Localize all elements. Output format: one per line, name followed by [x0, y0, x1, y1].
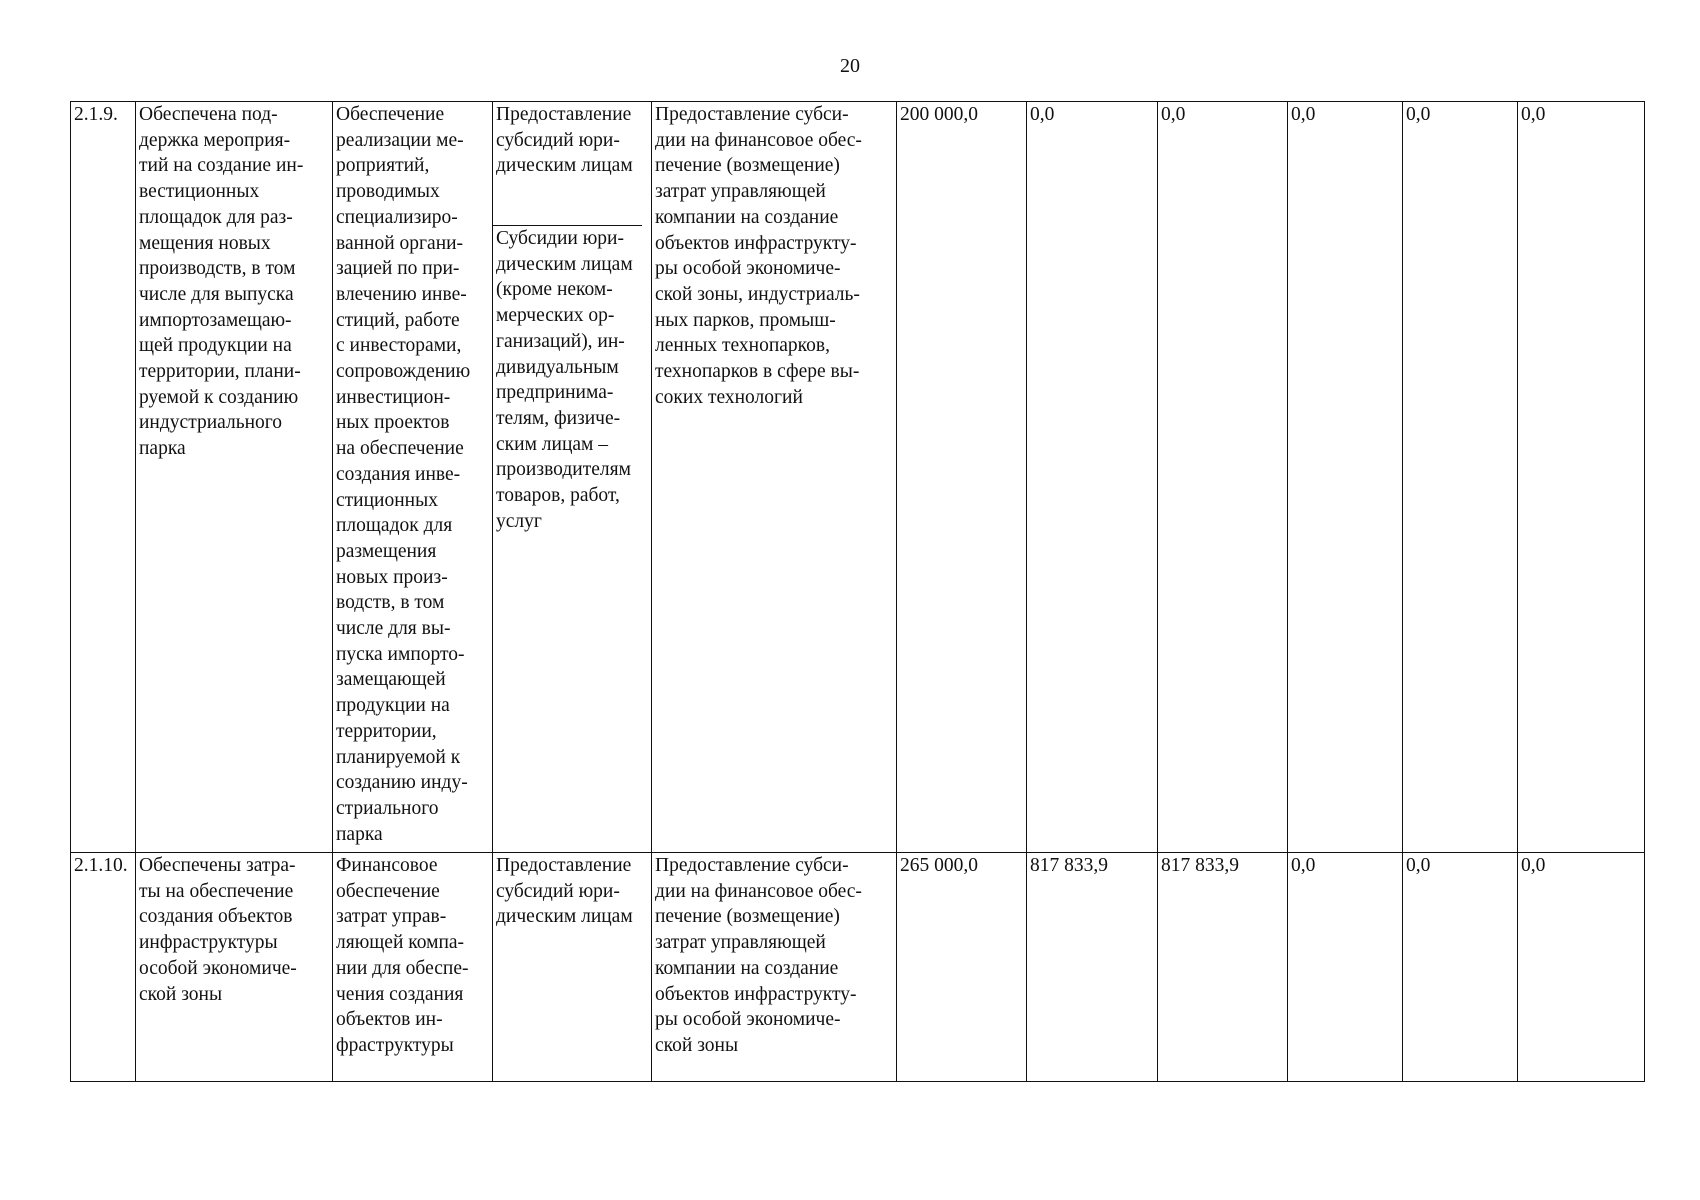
text-line: ганизаций), ин- — [496, 330, 625, 352]
value: 0,0 — [1521, 104, 1546, 125]
text-line: Субсидии юри- — [496, 228, 624, 249]
text-line: обеспечение — [336, 880, 440, 902]
text-line: создания инве- — [336, 463, 461, 485]
table-row — [71, 102, 1645, 853]
value: 0,0 — [1030, 104, 1055, 125]
text-line: предпринима- — [496, 382, 614, 404]
text-line: площадок для раз- — [139, 206, 293, 228]
value: 0,0 — [1291, 104, 1316, 125]
text-line: влечению инве- — [336, 283, 467, 305]
text-line: ским лицам – — [496, 433, 609, 455]
text-line: ных проектов — [336, 412, 450, 434]
text-line: создания объектов — [139, 906, 293, 928]
text-line: ных парков, промыш- — [655, 309, 836, 331]
value: 0,0 — [1291, 855, 1316, 876]
page-number: 20 — [840, 55, 860, 77]
text-line: телям, физиче- — [496, 407, 621, 429]
event-cell — [333, 102, 493, 853]
text-line: Обеспечена под- — [139, 104, 278, 125]
row-number-cell — [71, 102, 136, 853]
text-line: реализации ме- — [336, 129, 464, 151]
direction-cell — [493, 102, 652, 853]
value-cell — [1158, 102, 1288, 853]
text-line: замещающей — [336, 669, 446, 691]
result-cell — [136, 853, 333, 1082]
text-line: субсидий юри- — [496, 880, 620, 902]
direction-cell — [493, 853, 652, 1082]
value-cell — [1288, 853, 1403, 1082]
text-line: вестиционных — [139, 181, 260, 203]
direction-top — [493, 102, 642, 226]
text-line: товаров, работ, — [496, 485, 620, 507]
text-line: новых произ- — [336, 566, 448, 588]
text-line: с инвесторами, — [336, 335, 462, 357]
text-line: мещения новых — [139, 232, 271, 254]
text-line: Предоставление — [496, 104, 632, 125]
text-line: печение (возмещение) — [655, 906, 840, 928]
text-line: водств, в том — [336, 592, 445, 614]
value-cell — [1403, 853, 1518, 1082]
text-line: печение (возмещение) — [655, 155, 840, 177]
table-row — [71, 853, 1645, 1082]
row-number: 2.1.10. — [74, 855, 128, 876]
value-cell — [1158, 853, 1288, 1082]
text-line: услуг — [496, 510, 542, 532]
text-line: ленных технопарков, — [655, 335, 830, 357]
text-line: территории, — [336, 720, 437, 742]
text-line: дивидуальным — [496, 356, 619, 378]
text-line: объектов инфраструкту- — [655, 232, 857, 254]
text-line: тий на создание ин- — [139, 155, 304, 177]
value: 0,0 — [1406, 104, 1431, 125]
text-line: специализиро- — [336, 206, 458, 228]
text-line: дическим лицам — [496, 906, 633, 928]
text-line: парка — [336, 823, 383, 845]
value-cell — [1288, 102, 1403, 853]
text-line: компании на создание — [655, 957, 839, 979]
text-line: ты на обеспечение — [139, 880, 294, 902]
text-line: фраструктуры — [336, 1034, 454, 1056]
text-line: продукции на — [336, 695, 450, 717]
text-line: щей продукции на — [139, 335, 292, 357]
text-line: Финансовое — [336, 855, 438, 876]
text-line: импортозамещаю- — [139, 309, 292, 331]
text-line: стиций, работе — [336, 309, 460, 331]
value: 0,0 — [1406, 855, 1431, 876]
text-line: особой экономиче- — [139, 957, 297, 979]
text-line: дическим лицам — [496, 253, 633, 275]
expense-cell — [652, 102, 897, 853]
text-line: сопровождению — [336, 361, 471, 383]
text-line: технопарков в сфере вы- — [655, 361, 860, 383]
value: 200 000,0 — [900, 104, 978, 125]
text-line: затрат управ- — [336, 906, 447, 928]
text-line: ской зоны — [139, 983, 223, 1005]
text-line: затрат управляющей — [655, 932, 826, 954]
row-number-cell — [71, 853, 136, 1082]
text-line: стриального — [336, 797, 439, 819]
text-line: ванной органи- — [336, 232, 464, 254]
text-line: дическим лицам — [496, 155, 633, 177]
value-cell — [1518, 102, 1645, 853]
text-line: дии на финансовое обес- — [655, 129, 862, 151]
text-line: парка — [139, 438, 186, 460]
text-line: ляющей компа- — [336, 932, 465, 954]
text-line: затрат управляющей — [655, 181, 826, 203]
text-line: соких технологий — [655, 386, 803, 408]
text-line: проводимых — [336, 181, 440, 203]
text-line: индустриального — [139, 412, 283, 434]
text-line: роприятий, — [336, 155, 430, 177]
budget-table — [70, 101, 1645, 1082]
text-line: ры особой экономиче- — [655, 258, 841, 280]
text-line: чения создания — [336, 983, 464, 1005]
text-line: Обеспечены затра- — [139, 855, 296, 876]
value: 817 833,9 — [1030, 855, 1108, 876]
text-line: инвестицион- — [336, 386, 451, 408]
direction-bottom — [493, 226, 651, 534]
text-line: Предоставление субси- — [655, 104, 849, 125]
value: 0,0 — [1521, 855, 1546, 876]
value-cell — [1027, 853, 1158, 1082]
text-line: производителям — [496, 459, 631, 481]
event-cell — [333, 853, 493, 1082]
row-number: 2.1.9. — [74, 104, 118, 125]
text-line: ры особой экономиче- — [655, 1009, 841, 1031]
value: 265 000,0 — [900, 855, 978, 876]
text-line: на обеспечение — [336, 438, 464, 460]
text-line: дии на финансовое обес- — [655, 880, 862, 902]
text-line: инфраструктуры — [139, 932, 278, 954]
text-line: компании на создание — [655, 206, 839, 228]
text-line: числе для вы- — [336, 618, 451, 640]
text-line: стиционных — [336, 489, 438, 511]
text-line: Предоставление — [496, 855, 632, 876]
text-line: числе для выпуска — [139, 283, 294, 305]
text-line: ской зоны, индустриаль- — [655, 283, 860, 305]
text-line: держка мероприя- — [139, 129, 291, 151]
value-cell — [897, 853, 1027, 1082]
text-line: созданию инду- — [336, 772, 468, 794]
value-cell — [1027, 102, 1158, 853]
text-line: (кроме неком- — [496, 279, 613, 301]
result-cell — [136, 102, 333, 853]
text-line: объектов ин- — [336, 1009, 443, 1031]
text-line: размещения — [336, 540, 437, 562]
value-cell — [1403, 102, 1518, 853]
text-line: руемой к созданию — [139, 386, 299, 408]
text-line: объектов инфраструкту- — [655, 983, 857, 1005]
text-line: ской зоны — [655, 1034, 739, 1056]
text-line: Предоставление субси- — [655, 855, 849, 876]
text-line: производств, в том — [139, 258, 296, 280]
value: 817 833,9 — [1161, 855, 1239, 876]
text-line: мерческих ор- — [496, 305, 615, 327]
text-line: планируемой к — [336, 746, 461, 768]
text-line: площадок для — [336, 515, 453, 537]
value-cell — [897, 102, 1027, 853]
value-cell — [1518, 853, 1645, 1082]
expense-cell — [652, 853, 897, 1082]
text-line: Обеспечение — [336, 104, 445, 125]
text-line: территории, плани- — [139, 361, 301, 383]
text-line: пуска импорто- — [336, 643, 465, 665]
text-line: субсидий юри- — [496, 129, 620, 151]
text-line: зацией по при- — [336, 258, 460, 280]
value: 0,0 — [1161, 104, 1186, 125]
text-line: нии для обеспе- — [336, 957, 469, 979]
